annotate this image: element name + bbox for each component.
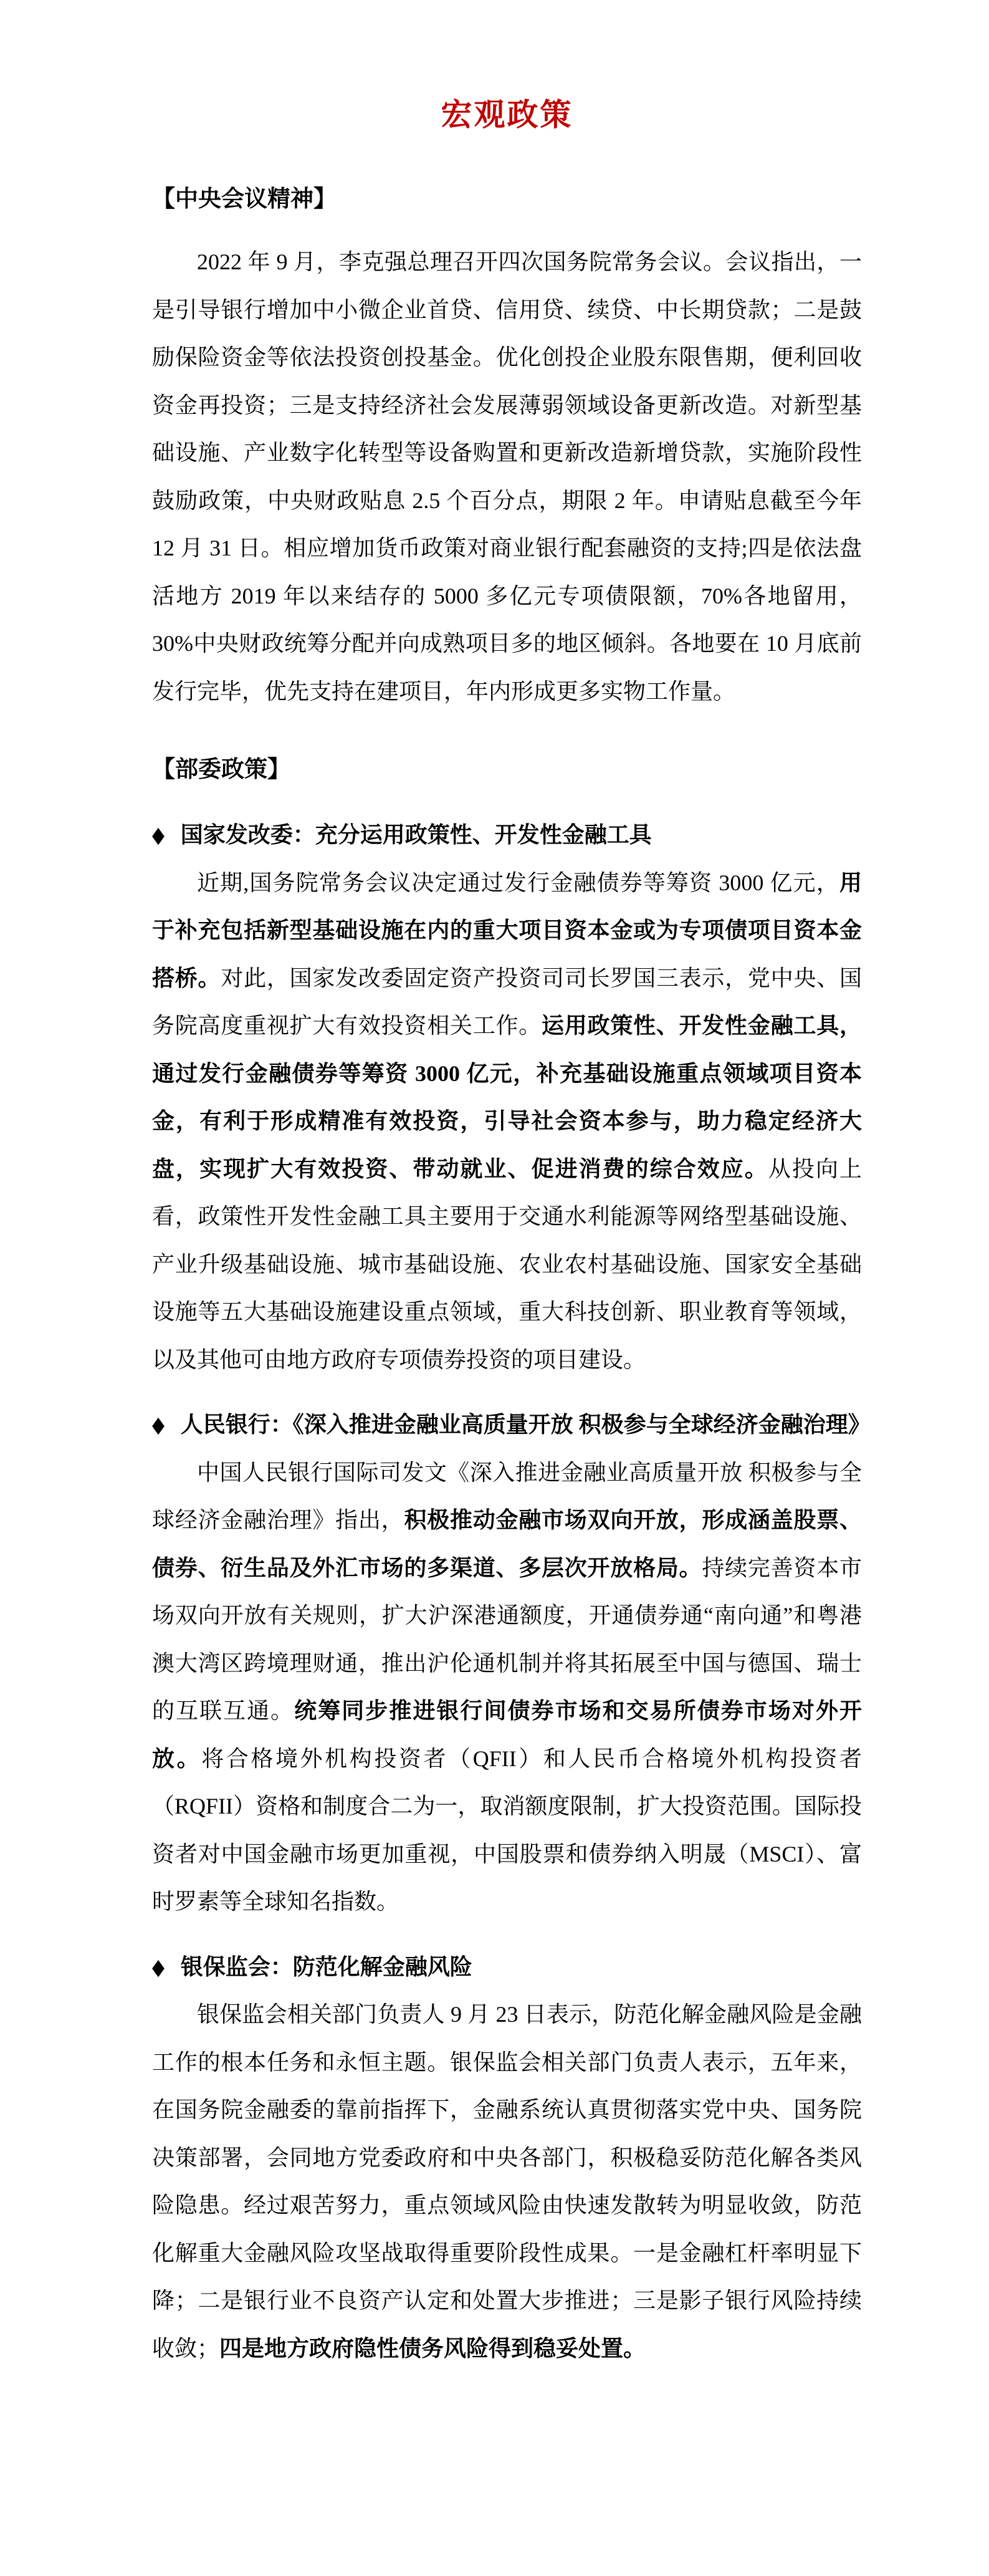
policy-heading-text	[181, 1943, 862, 1991]
bullet-diamond-icon: ◆	[152, 1412, 165, 1437]
policy-heading	[152, 1943, 862, 1991]
policy-heading-text	[180, 1401, 871, 1449]
text-run: 国家发改委：充分运用政策性、开发性金融工具	[180, 822, 652, 847]
policy-heading-text	[181, 811, 862, 859]
doc-title: 宏观政策	[441, 97, 573, 132]
paragraph	[152, 238, 862, 715]
text-run: 近期,国务院常务会议决定通过发行金融债券等筹资 3000 亿元，	[197, 870, 839, 895]
paragraph	[152, 1449, 862, 1926]
text-run: 银保监会：防范化解金融风险	[180, 1954, 472, 1979]
bullet-diamond-icon: ◆	[152, 1954, 165, 1979]
bullet-diamond-icon: ◆	[152, 822, 165, 847]
text-run: 统筹同步推进银行间债券市场和交易所债券市场对外开放。	[152, 1698, 862, 1771]
policy-heading	[152, 1401, 871, 1449]
section-header: 【部委政策】	[152, 757, 290, 782]
text-run: 积极推动金融市场双向开放，形成涵盖股票、债券、衍生品及外汇市场的多渠道、多层次开放格局。	[152, 1507, 862, 1580]
text-run: 人民银行：《深入推进金融业高质量开放 积极参与全球经济金融治理》	[180, 1412, 871, 1437]
policy-heading	[152, 811, 862, 859]
paragraph	[152, 1991, 862, 2372]
text-run: 四是地方政府隐性债务风险得到稳妥处置。	[219, 2335, 646, 2361]
section-header: 【中央会议精神】	[152, 186, 337, 212]
text-run: 将合格境外机构投资者（QFII）和人民币合格境外机构投资者（RQFII）资格和制度合二为一，取消额度限制，扩大投资范围。国际投资者对中国金融市场更加重视，中国股票和债券纳入明晟（MSCI）、富时罗素等全球知名指数。	[152, 1746, 862, 1914]
text-run: 对此，国家发改委固定资产投资司司长罗国三表示，党中央、国务院高度重视扩大有效投资相关工作。	[152, 965, 862, 1038]
doc-body	[152, 176, 871, 2372]
text-run: 从投向上看，政策性开发性金融工具主要用于交通水利能源等网络型基础设施、产业升级基础设施、城市基础设施、农业农村基础设施、国家安全基础设施等五大基础设施建设重点领域，重大科技创新、职业教育等领域，以及其他可由地方政府专项债券投资的项目建设。	[152, 1156, 862, 1372]
text-run: 中国人民银行国际司发文《深入推进金融业高质量开放 积极参与全球经济金融治理》指出，	[152, 1459, 862, 1532]
text-run: 2022 年 9 月，李克强总理召开四次国务院常务会议。会议指出，一是引导银行增加中小微企业首贷、信用贷、续贷、中长期贷款；二是鼓励保险资金等依法投资创投基金。优化创投企业股东限售期，便利回收资金再投资；三是支持经济社会发展薄弱领域设备更新改造。对新型基础设施、产业数字化转型等设备购置和更新改造新增贷款，实施阶段性鼓励政策，中央财政贴息 2.5 个百分点，期限 2 年。申请贴息截至今年 12 月 31 日。相应增加货币政策对商业银行配套融资的支持;四是依法盘活地方 2019 年以来结存的 5000 多亿元专项债限额，70%各地留用，30%中央财政统筹分配并向成熟项目多的地区倾斜。各地要在 10 月底前发行完毕，优先支持在建项目，年内形成更多实物工作量。	[152, 249, 862, 704]
text-run: 银保监会相关部门负责人 9 月 23 日表示，防范化解金融风险是金融工作的根本任务和永恒主题。银保监会相关部门负责人表示，五年来，在国务院金融委的靠前指挥下，金融系统认真贯彻落实党中央、国务院决策部署，会同地方党委政府和中央各部门，积极稳妥防范化解各类风险隐患。经过艰苦努力，重点领域风险由快速发散转为明显收敛，防范化解重大金融风险攻坚战取得重要阶段性成果。一是金融杠杆率明显下降；二是银行业不良资产认定和处置大步推进；三是影子银行风险持续收敛；	[152, 2002, 862, 2361]
paragraph	[152, 859, 862, 1384]
text-run: 持续完善资本市场双向开放有关规则，扩大沪深港通额度，开通债券通“南向通”和粤港澳大湾区跨境理财通，推出沪伦通机制并将其拓展至中国与德国、瑞士的互联互通。	[152, 1555, 862, 1723]
text-run: 运用政策性、开发性金融工具，通过发行金融债券等筹资 3000 亿元，补充基础设施重点领域项目资本金，有利于形成精准有效投资，引导社会资本参与，助力稳定经济大盘，实现扩大有效投资、带动就业、促进消费的综合效应。	[152, 1013, 862, 1181]
text-run: 用于补充包括新型基础设施在内的重大项目资本金或为专项债项目资本金搭桥。	[152, 870, 862, 991]
